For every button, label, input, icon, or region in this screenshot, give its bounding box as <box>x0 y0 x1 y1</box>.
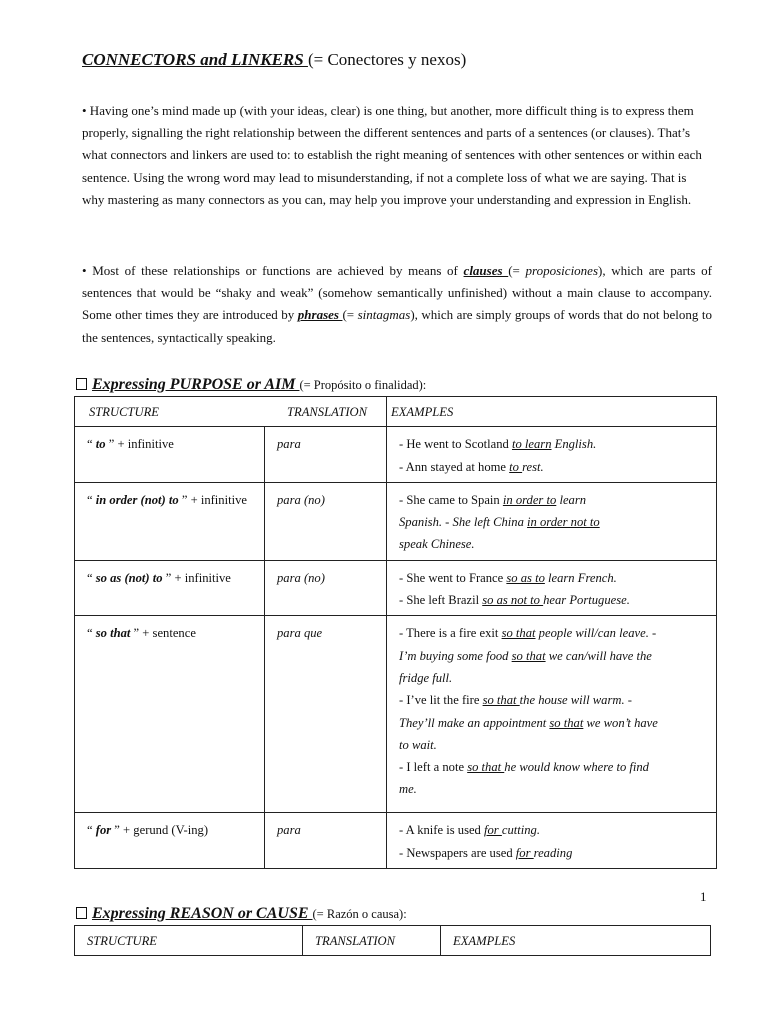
example-line <box>399 589 708 611</box>
structure-text: ” <box>130 626 140 641</box>
structure-cell <box>75 813 265 869</box>
example-text: - She went to France <box>399 570 507 585</box>
example-text: to wait. <box>399 737 437 752</box>
connector-underlined: to learn <box>511 437 552 452</box>
reason-heading-translation: (= Razón o causa): <box>312 907 407 921</box>
connector-underlined: for <box>484 823 502 838</box>
term-phrases: phrases <box>297 307 343 323</box>
header-divider <box>386 396 387 427</box>
reason-section-heading <box>76 905 407 923</box>
example-text: hear Portuguese. <box>543 593 630 608</box>
intro-paragraph-1: • Having one’s mind made up (with your ideas, clear) is one thing, but another, more difficult thing is to express them properly, signalling the right relationship between the different sentences and parts of a sentences (or clauses). That’s what connectors and linkers are used to: to establish the right meaning of sentences with other sentences or within each sentence. Using the wrong word may lead to misunderstanding, if not a complete loss of what we are saying. That is why mastering as many connectors as you can, may help you improve your understanding and expression in English. <box>82 103 702 207</box>
connector-text: for <box>95 823 112 838</box>
example-text: English. <box>551 437 597 452</box>
example-text: - He went to Scotland <box>399 437 512 452</box>
structure-text: ” <box>105 437 115 452</box>
structure-text: “ <box>87 823 96 838</box>
reason-table-header <box>75 926 711 956</box>
connector-text: so as (not) to <box>95 570 163 585</box>
intro-paragraph-2 <box>82 260 712 349</box>
connector-underlined: for <box>515 845 534 860</box>
table-row <box>75 482 717 560</box>
connector-text: to <box>95 437 106 452</box>
structure-text: ” <box>178 492 188 507</box>
examples-cell <box>387 427 717 483</box>
structure-cell <box>75 616 265 813</box>
example-text: learn <box>556 492 587 507</box>
examples-cell <box>387 560 717 616</box>
structure-text: + sentence <box>139 626 196 641</box>
example-line <box>399 533 708 555</box>
example-line <box>399 756 708 778</box>
example-text: Spanish. - She left China <box>399 515 528 530</box>
structure-text: “ <box>87 626 96 641</box>
structure-cell <box>75 427 265 483</box>
p2-text-e: ), which are simply groups of words that do not belong to the sentences, syntactically speaking. <box>82 307 712 345</box>
example-line <box>399 433 708 455</box>
term-sintagmas: sintagmas <box>357 307 411 323</box>
purpose-heading-translation: (= Propósito o finalidad): <box>299 378 427 392</box>
connector-underlined: so as to <box>506 570 545 585</box>
example-text: rest. <box>522 459 544 474</box>
example-text: They’ll make an appointment <box>399 715 550 730</box>
header-examples: EXAMPLES <box>391 405 454 419</box>
example-text: he would know where to find <box>504 760 649 775</box>
table-row <box>75 616 717 813</box>
structure-text: + infinitive <box>187 492 247 507</box>
example-text: - I’ve lit the fire <box>399 693 483 708</box>
example-line <box>399 819 708 841</box>
structure-cell <box>75 560 265 616</box>
structure-text: ” <box>111 823 120 838</box>
example-text: - She came to Spain <box>399 492 503 507</box>
translation-cell: para (no) <box>265 560 387 616</box>
checkbox-bullet-icon <box>76 378 87 390</box>
page-title <box>82 50 466 70</box>
connector-underlined: so that <box>482 693 520 708</box>
example-text: we won’t have <box>583 715 658 730</box>
example-text: - Ann stayed at home <box>399 459 510 474</box>
example-line <box>399 645 708 667</box>
p2-text-d: (= <box>342 307 358 323</box>
connector-underlined: in order not to <box>527 515 600 530</box>
example-line <box>399 734 708 756</box>
example-text: - A knife is used <box>399 823 485 838</box>
header-examples: EXAMPLES <box>441 926 711 956</box>
header-translation: TRANSLATION <box>287 405 368 419</box>
example-text: people will/can leave. - <box>535 626 657 641</box>
term-proposiciones: proposiciones <box>525 263 599 278</box>
example-text: - She left Brazil <box>399 593 483 608</box>
checkbox-bullet-icon <box>76 907 87 919</box>
example-line <box>399 456 708 478</box>
connector-underlined: so that <box>501 626 536 641</box>
structure-text: + gerund (V-ing) <box>119 823 209 838</box>
connector-text: so that <box>95 626 131 641</box>
header-structure: STRUCTURE <box>89 405 159 419</box>
connector-underlined: so as not to <box>482 593 544 608</box>
purpose-heading-text: Expressing PURPOSE or AIM <box>92 376 300 393</box>
page-number: 1 <box>700 889 707 904</box>
example-line <box>399 622 708 644</box>
examples-cell <box>387 482 717 560</box>
purpose-table <box>74 396 717 869</box>
example-text: fridge full. <box>399 670 453 685</box>
example-line <box>399 667 708 689</box>
header-cell <box>75 397 717 427</box>
purpose-table-header <box>75 397 717 427</box>
example-text: I’m buying some food <box>399 648 512 663</box>
example-line <box>399 778 708 800</box>
example-line <box>399 567 708 589</box>
header-structure: STRUCTURE <box>75 926 303 956</box>
reason-table <box>74 925 711 956</box>
translation-cell: para (no) <box>265 482 387 560</box>
example-line <box>399 689 708 711</box>
structure-text: “ <box>87 492 96 507</box>
examples-cell <box>387 616 717 813</box>
title-translation: (= Conectores y nexos) <box>307 50 467 69</box>
example-text: - There is a fire exit <box>399 626 502 641</box>
connector-underlined: so that <box>549 715 584 730</box>
title-main: CONNECTORS and LINKERS <box>82 50 308 69</box>
example-line <box>399 489 708 511</box>
connector-underlined: so that <box>511 648 546 663</box>
table-row <box>75 560 717 616</box>
examples-cell <box>387 813 717 869</box>
example-line <box>399 511 708 533</box>
translation-cell: para <box>265 813 387 869</box>
p2-text-a: • Most of these relationships or functions are achieved by means of <box>82 263 464 278</box>
header-translation: TRANSLATION <box>303 926 441 956</box>
translation-cell: para que <box>265 616 387 813</box>
p2-text-b: (= <box>508 263 526 278</box>
p2-text-c: ), which are parts of sentences that would be “shaky and weak” (somehow semantically unfinished) without a main clause to accompany. Some other times they are introduced by <box>82 263 712 323</box>
connector-underlined: so that <box>467 760 505 775</box>
connector-underlined: to <box>509 459 523 474</box>
structure-text: + infinitive <box>171 570 231 585</box>
example-line <box>399 842 708 864</box>
structure-text: “ <box>87 570 96 585</box>
purpose-table-body <box>75 427 717 869</box>
example-text: - Newspapers are used <box>399 845 516 860</box>
term-clauses: clauses <box>463 263 509 278</box>
example-line <box>399 712 708 734</box>
example-text: the house will warm. - <box>519 693 632 708</box>
reason-heading-text: Expressing REASON or CAUSE <box>92 905 313 922</box>
example-text: learn French. <box>544 570 617 585</box>
structure-text: + infinitive <box>114 437 174 452</box>
structure-cell <box>75 482 265 560</box>
translation-cell: para <box>265 427 387 483</box>
example-text: speak Chinese. <box>399 537 475 552</box>
table-row <box>75 427 717 483</box>
example-text: cutting. <box>501 823 541 838</box>
example-text: reading <box>533 845 573 860</box>
table-row <box>75 813 717 869</box>
structure-text: ” <box>162 570 172 585</box>
example-text: we can/will have the <box>545 648 652 663</box>
structure-text: “ <box>87 437 96 452</box>
connector-underlined: in order to <box>502 492 557 507</box>
example-text: me. <box>399 782 417 797</box>
example-text: - I left a note <box>399 760 468 775</box>
purpose-section-heading <box>76 376 426 394</box>
connector-text: in order (not) to <box>95 492 179 507</box>
